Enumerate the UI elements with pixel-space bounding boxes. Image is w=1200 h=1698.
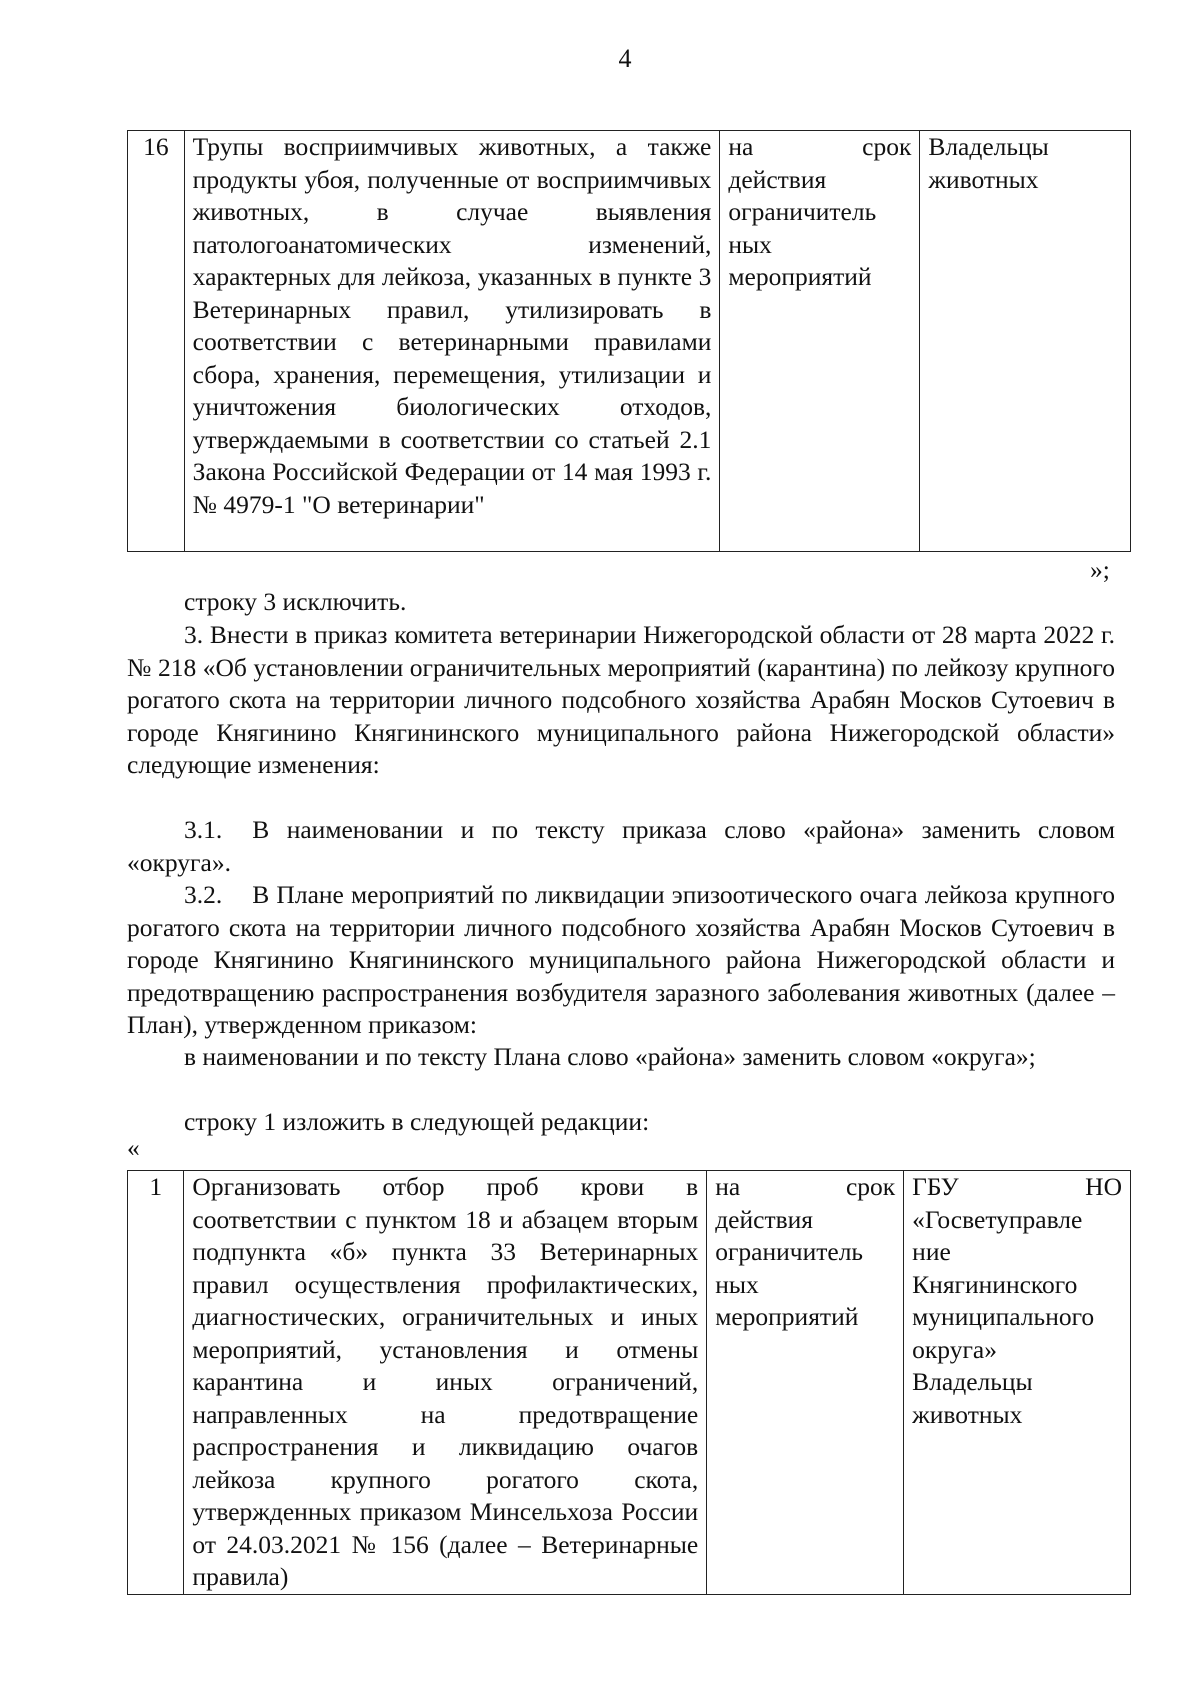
paragraph-3-1 xyxy=(127,814,1115,879)
paragraph-delete-line: строку 3 исключить. xyxy=(184,587,407,616)
row-number: 1 xyxy=(128,1171,184,1595)
table-row xyxy=(128,1171,1131,1595)
opening-quote: « xyxy=(127,1133,140,1162)
paragraph-line-1: строку 1 изложить в следующей редакции: xyxy=(184,1107,650,1136)
responsible-cell: Владельцы животных xyxy=(920,131,1131,552)
responsible-owners: Владельцы животных xyxy=(912,1367,1033,1429)
page-number: 4 xyxy=(618,44,632,73)
responsible-cell xyxy=(904,1171,1131,1595)
table-row xyxy=(128,131,1131,552)
term-cell: на срок действия ограничитель ных мероприятий xyxy=(707,1171,904,1595)
paragraph-3-2-number: 3.2. xyxy=(184,880,223,909)
closing-quote: »; xyxy=(1090,555,1110,584)
paragraph-3-1-text: В наименовании и по тексту приказа слово «района» заменить словом «округа». xyxy=(127,815,1115,877)
paragraph-3-2 xyxy=(127,879,1115,1042)
paragraph-3-1-number: 3.1. xyxy=(184,815,223,844)
action-cell: Организовать отбор проб крови в соответствии с пунктом 18 и абзацем вторым подпункта «б» пункта 33 Ветеринарных правил осуществления профилактических, диагностических, ограничительных и иных мероприятий, установления и отмены карантина и иных ограничений, направленных на предотвращение распространения и ликвидацию очагов лейкоза крупного рогатого скота, утвержденных приказом Минсельхоза России от 24.03.2021 № 156 (далее – Ветеринарные правила) xyxy=(184,1171,707,1595)
paragraph-plan-name: в наименовании и по тексту Плана слово «района» заменить словом «округа»; xyxy=(184,1042,1036,1071)
paragraph-3-2-text: В Плане мероприятий по ликвидации эпизоотического очага лейкоза крупного рогатого скота на территории личного подсобного хозяйства Арабян Москов Сутоевич в городе Княгинино Княгининского муниципального района Нижегородской области и предотвращению распространения возбудителя заразного заболевания животных (далее – План), утвержденном приказом: xyxy=(127,880,1115,1039)
paragraph-3: 3. Внести в приказ комитета ветеринарии Нижегородской области от 28 марта 2022 г. № 218 «Об установлении ограничительных мероприятий (карантина) по лейкозу крупного рогатого скота на территории личного подсобного хозяйства Арабян Москов Сутоевич в городе Княгинино Княгининского муниципального района Нижегородской области» следующие изменения: xyxy=(127,620,1115,779)
action-cell: Трупы восприимчивых животных, а также продукты убоя, полученные от восприимчивых животных, в случае выявления патологоанатомических изменений, характерных для лейкоза, указанных в пункте 3 Ветеринарных правил, утилизировать в соответствии с ветеринарными правилами сбора, хранения, перемещения, утилизации и уничтожения биологических отходов, утверждаемыми в соответствии со статьей 2.1 Закона Российской Федерации от 14 мая 1993 г. № 4979-1 "О ветеринарии" xyxy=(184,131,720,552)
plan-table-row-1 xyxy=(127,1170,1131,1595)
plan-table-row-16 xyxy=(127,130,1131,552)
row-number: 16 xyxy=(128,131,185,552)
term-cell: на срок действия ограничитель ных мероприятий xyxy=(720,131,920,552)
responsible-organization: ГБУ НО «Госветуправле ние Княгининского муниципального округа» xyxy=(912,1172,1122,1364)
